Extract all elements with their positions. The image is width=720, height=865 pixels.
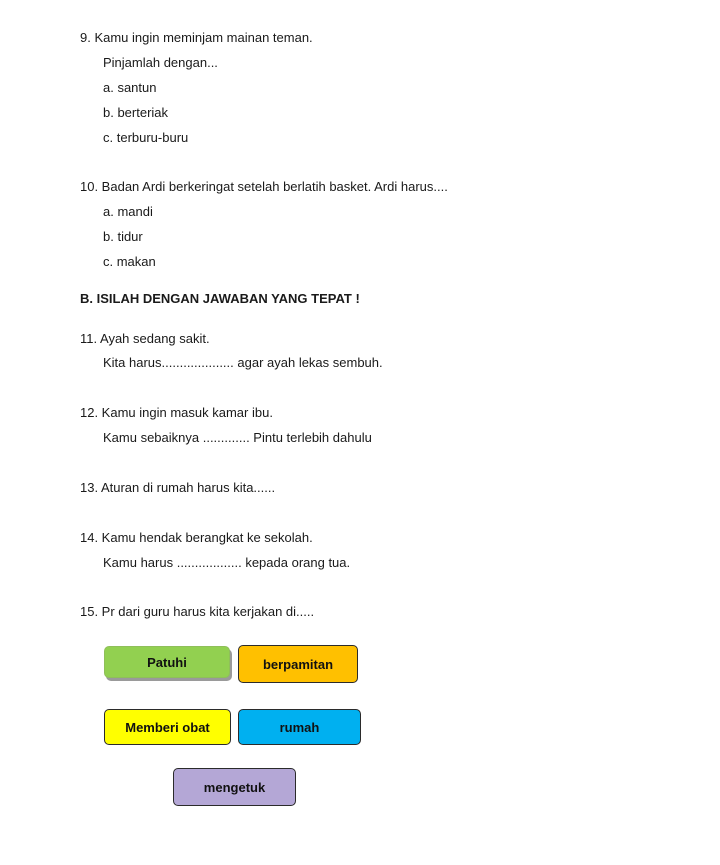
answer-box-rumah[interactable]: rumah — [238, 709, 361, 745]
question-9-option-a: a. santun — [103, 80, 157, 95]
question-15-title: 15. Pr dari guru harus kita kerjakan di..... — [80, 604, 315, 619]
question-10-option-a: a. mandi — [103, 204, 153, 219]
question-11-blank-line: Kita harus.................... agar ayah lekas sembuh. — [103, 355, 383, 370]
question-10-title: 10. Badan Ardi berkeringat setelah berlatih basket. Ardi harus.... — [80, 179, 448, 194]
answer-box-memberi-obat[interactable]: Memberi obat — [104, 709, 231, 745]
question-12-blank-line: Kamu sebaiknya ............. Pintu terlebih dahulu — [103, 430, 372, 445]
question-9-prompt: Pinjamlah dengan... — [103, 55, 218, 70]
question-10-option-c: c. makan — [103, 254, 156, 269]
question-9-title: 9. Kamu ingin meminjam mainan teman. — [80, 30, 313, 45]
question-9-option-b: b. berteriak — [103, 105, 169, 120]
question-12-title: 12. Kamu ingin masuk kamar ibu. — [80, 405, 273, 420]
question-9-option-c: c. terburu-buru — [103, 130, 189, 145]
question-10-option-b: b. tidur — [103, 229, 143, 244]
answer-box-mengetuk[interactable]: mengetuk — [173, 768, 296, 806]
question-11-title: 11. Ayah sedang sakit. — [80, 331, 210, 346]
section-b-heading: B. ISILAH DENGAN JAWABAN YANG TEPAT ! — [80, 291, 360, 306]
question-14-title: 14. Kamu hendak berangkat ke sekolah. — [80, 530, 313, 545]
question-14-blank-line: Kamu harus .................. kepada orang tua. — [103, 555, 351, 570]
answer-box-patuhi[interactable]: Patuhi — [104, 646, 230, 678]
answer-box-berpamitan[interactable]: berpamitan — [238, 645, 358, 683]
question-13-title: 13. Aturan di rumah harus kita...... — [80, 480, 276, 495]
